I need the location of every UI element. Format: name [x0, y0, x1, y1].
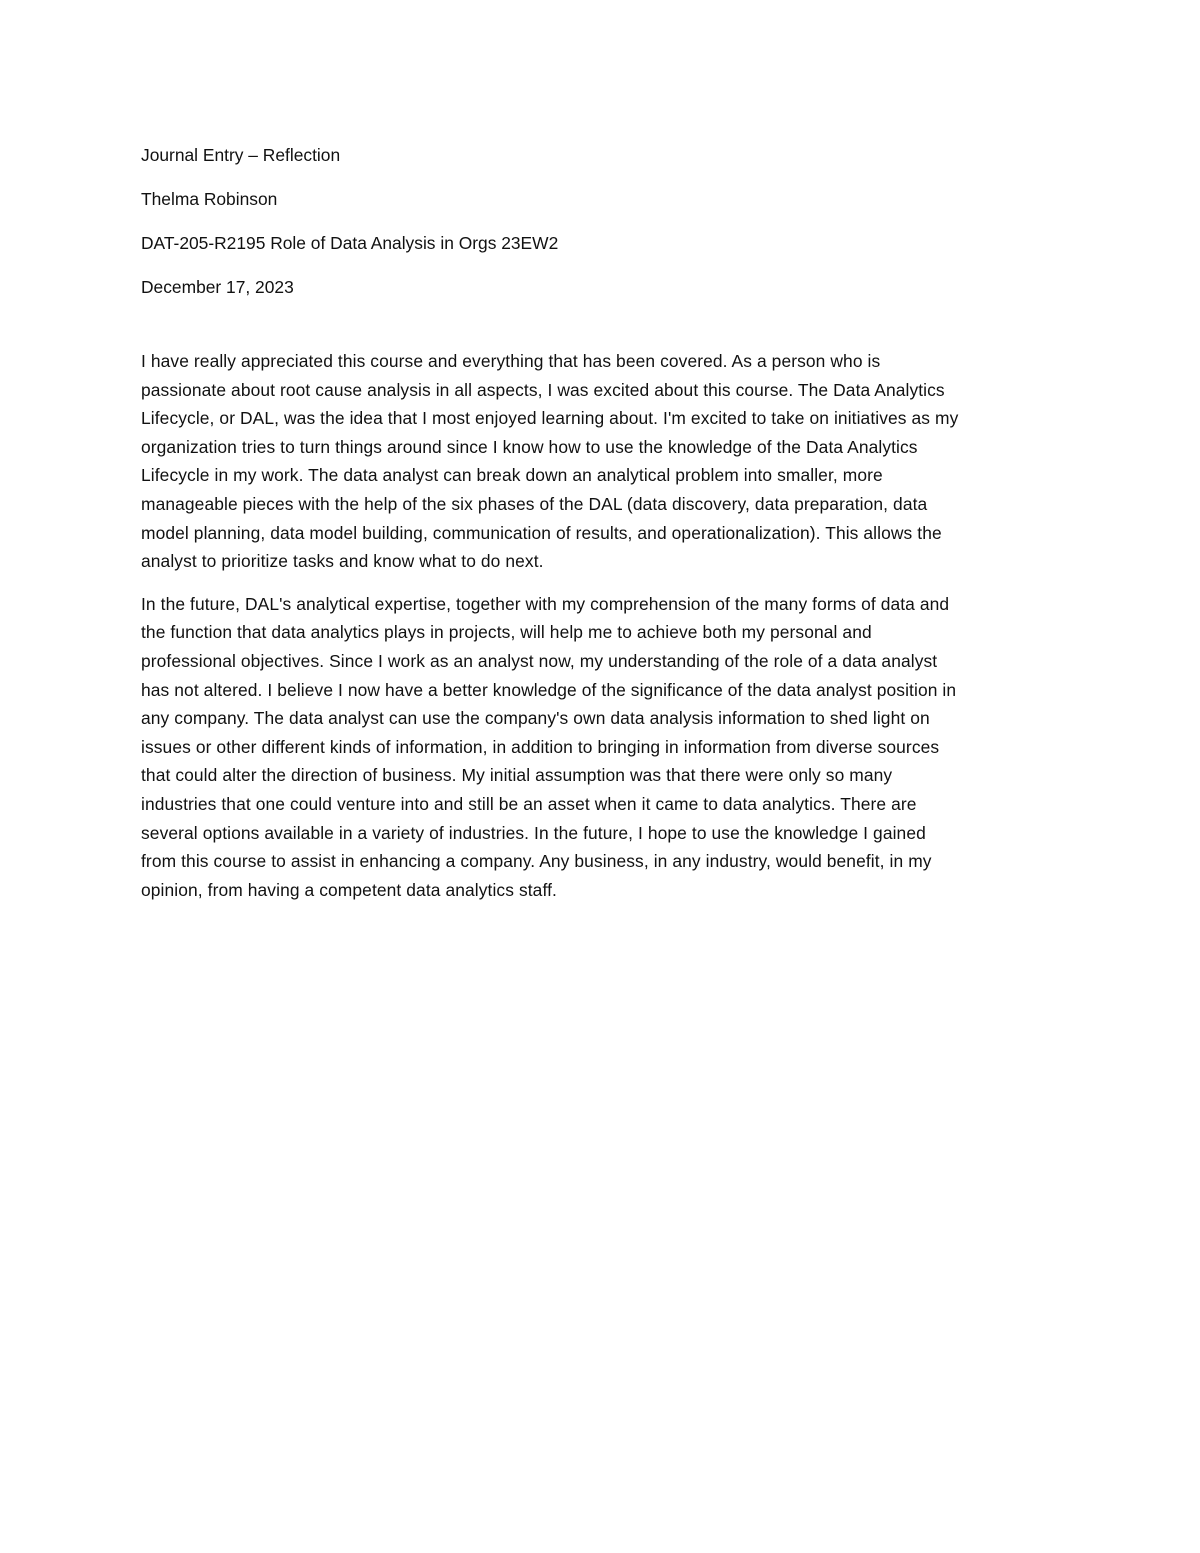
document-date: December 17, 2023	[141, 277, 294, 297]
paragraph-line: In the future, DAL's analytical expertise, together with my comprehension of the many forms of data and	[141, 593, 950, 614]
course-name: DAT-205-R2195 Role of Data Analysis in Orgs 23EW2	[141, 233, 559, 253]
document-title: Journal Entry – Reflection	[141, 145, 341, 165]
paragraph-line: Lifecycle, or DAL, was the idea that I most enjoyed learning about. I'm excited to take on initiatives as my	[141, 408, 959, 429]
author-name: Thelma Robinson	[141, 189, 278, 209]
paragraph-line: industries that one could venture into and still be an asset when it came to data analytics. There are	[141, 793, 917, 814]
paragraph-line: the function that data analytics plays in projects, will help me to achieve both my personal and	[141, 622, 872, 643]
paragraph-line: professional objectives. Since I work as an analyst now, my understanding of the role of a data analyst	[141, 650, 938, 671]
paragraph-line: that could alter the direction of business. My initial assumption was that there were only so many	[141, 765, 893, 786]
paragraph-line: passionate about root cause analysis in all aspects, I was excited about this course. The Data Analytics	[141, 379, 945, 400]
paragraph-line: from this course to assist in enhancing a company. Any business, in any industry, would benefit, in my	[141, 851, 932, 872]
paragraph-2	[141, 590, 1061, 905]
paragraph-line: any company. The data analyst can use the company's own data analysis information to shed light on	[141, 708, 930, 729]
paragraph-1	[141, 347, 1061, 576]
paragraph-line: has not altered. I believe I now have a better knowledge of the significance of the data analyst position in	[141, 679, 957, 700]
paragraph-line: organization tries to turn things around since I know how to use the knowledge of the Data Analytics	[141, 436, 918, 457]
paragraph-line: I have really appreciated this course and everything that has been covered. As a person who is	[141, 351, 881, 371]
paragraph-line: Lifecycle in my work. The data analyst can break down an analytical problem into smaller, more	[141, 465, 883, 486]
paragraph-line: several options available in a variety of industries. In the future, I hope to use the knowledge I gained	[141, 822, 926, 843]
paragraph-line: analyst to prioritize tasks and know what to do next.	[141, 551, 544, 572]
paragraph-line: issues or other different kinds of information, in addition to bringing in information from diverse sources	[141, 736, 940, 757]
paragraph-line: model planning, data model building, communication of results, and operationalization). This allows the	[141, 522, 942, 543]
paragraph-line: opinion, from having a competent data analytics staff.	[141, 879, 557, 900]
paragraph-line: manageable pieces with the help of the six phases of the DAL (data discovery, data preparation, data	[141, 493, 928, 514]
document-content	[141, 141, 1061, 904]
